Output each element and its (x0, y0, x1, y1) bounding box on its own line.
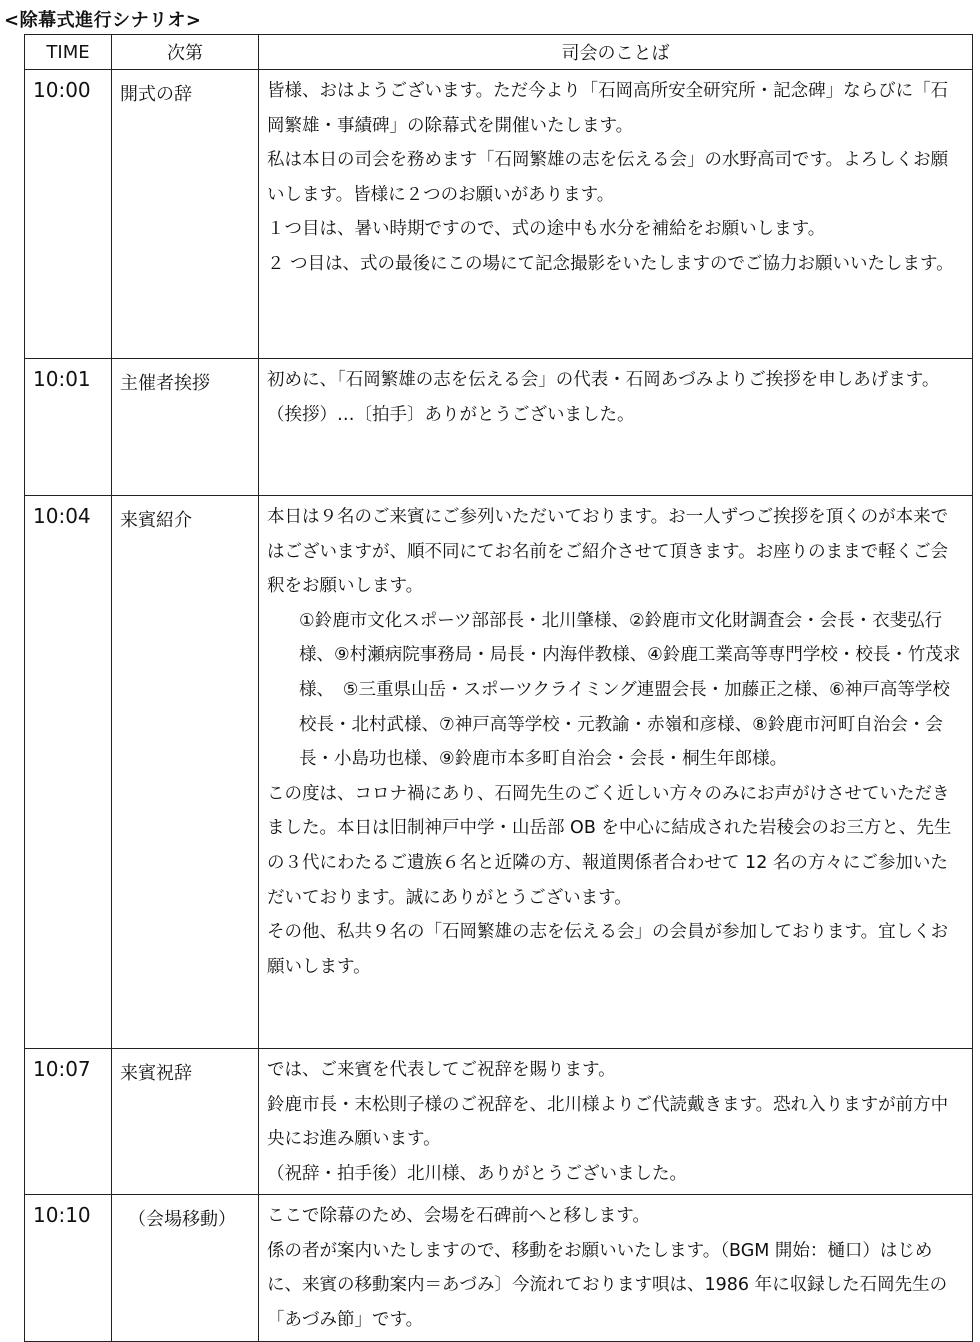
time-cell: 10:07 (25, 1049, 112, 1195)
item-cell: 来賓紹介 (112, 496, 259, 1049)
time-cell: 10:00 (25, 70, 112, 359)
header-time: TIME (25, 35, 112, 70)
script-cell (259, 359, 973, 496)
header-item: 次第 (112, 35, 259, 70)
guest-list: ①鈴鹿市文化スポーツ部部長・北川肇様、②鈴鹿市文化財調査会・会長・衣斐弘行様、⑨村瀬病院事務局・局長・内海伴教様、④鈴鹿工業高等専門学校・校長・竹茂求様、 ⑤三重県山岳・スポーツクライミング連盟会長・加藤正之様、⑥神戸高等学校校長・北村武様、⑦神戸高等学校・元教諭・赤嶺和彦様、⑧鈴鹿市河町自治会・会長・小島功也様、⑨鈴鹿市本多町自治会・会長・桐生年郎様。 (299, 610, 961, 770)
script-paragraph: ２ つ目は、式の最後にこの場にて記念撮影をいたしますのでご協力お願いいたします。 (267, 253, 954, 274)
script-paragraph: では、ご来賓を代表してご祝辞を賜ります。 (267, 1060, 616, 1080)
header-row (25, 35, 973, 70)
script-paragraph: （祝辞・拍手後）北川様、ありがとうございました。 (267, 1163, 687, 1184)
item-cell: 開式の辞 (112, 70, 259, 359)
document-title: <除幕式進行シナリオ> (4, 10, 202, 31)
table-row (25, 496, 973, 1049)
script-paragraph: 係の者が案内いたしますので、移動をお願いいたします。（BGM 開始：樋口）はじめに、来賓の移動案内＝あづみ〕今流れております唄は、1986 年に収録した石岡先生の「あづみ節」です。 (267, 1240, 948, 1330)
script-paragraph: 私は本日の司会を務めます「石岡繁雄の志を伝える会」の水野高司です。よろしくお願いします。皆様に２つのお願いがあります。 (267, 150, 949, 205)
time-cell: 10:04 (25, 496, 112, 1049)
script-paragraph: 皆様、おはようございます。ただ今より「石岡高所安全研究所・記念碑」ならびに「石岡繁雄・事績碑」の除幕式を開催いたします。 (267, 81, 949, 136)
script-paragraph: １つ目は、暑い時期ですので、式の途中も水分を補給をお願いします。 (267, 219, 826, 240)
script-cell (259, 1049, 973, 1195)
table-row (25, 1049, 973, 1195)
item-cell: 来賓祝辞 (112, 1049, 259, 1195)
item-cell: 主催者挨拶 (112, 359, 259, 496)
script-cell (259, 70, 973, 359)
scenario-table (24, 34, 973, 1342)
script-cell (259, 496, 973, 1049)
script-paragraph: 鈴鹿市長・末松則子様のご祝辞を、北川様よりご代読戴きます。恐れ入りますが前方中央にお進み願います。 (267, 1094, 949, 1150)
header-script: 司会のことば (259, 35, 973, 70)
table-row (25, 1195, 973, 1342)
script-paragraph: 本日は９名のご来賓にご参列いただいております。お一人ずつご挨拶を頂くのが本来ではございますが、順不同にてお名前をご紹介させて頂きます。お座りのままで軽くご会釈をお願いします。 (267, 507, 949, 597)
script-cell (259, 1195, 973, 1342)
table-row (25, 359, 973, 496)
script-paragraph: （挨拶）…〔拍手〕ありがとうございました。 (267, 404, 635, 425)
script-paragraph: ここで除幕のため、会場を石碑前へと移します。 (267, 1206, 650, 1226)
script-paragraph: その他、私共９名の「石岡繁雄の志を伝える会」の会員が参加しております。宜しくお願いします。 (267, 922, 949, 977)
table-row (25, 70, 973, 359)
time-cell: 10:01 (25, 359, 112, 496)
time-cell: 10:10 (25, 1195, 112, 1342)
item-cell: （会場移動） (112, 1195, 259, 1342)
script-paragraph: 初めに、「石岡繁雄の志を伝える会」の代表・石岡あづみよりご挨拶を申しあげます。 (267, 370, 940, 390)
script-paragraph: この度は、コロナ禍にあり、石岡先生のごく近しい方々のみにお声がけさせていただきました。本日は旧制神戸中学・山岳部 OB を中心に結成された岩稜会のお三方と、先生の３代にわたるご遺族６名と近隣の方、報道関係者合わせて 12 名の方々にご参加いただいております。誠にありがとうございます。 (267, 783, 952, 908)
